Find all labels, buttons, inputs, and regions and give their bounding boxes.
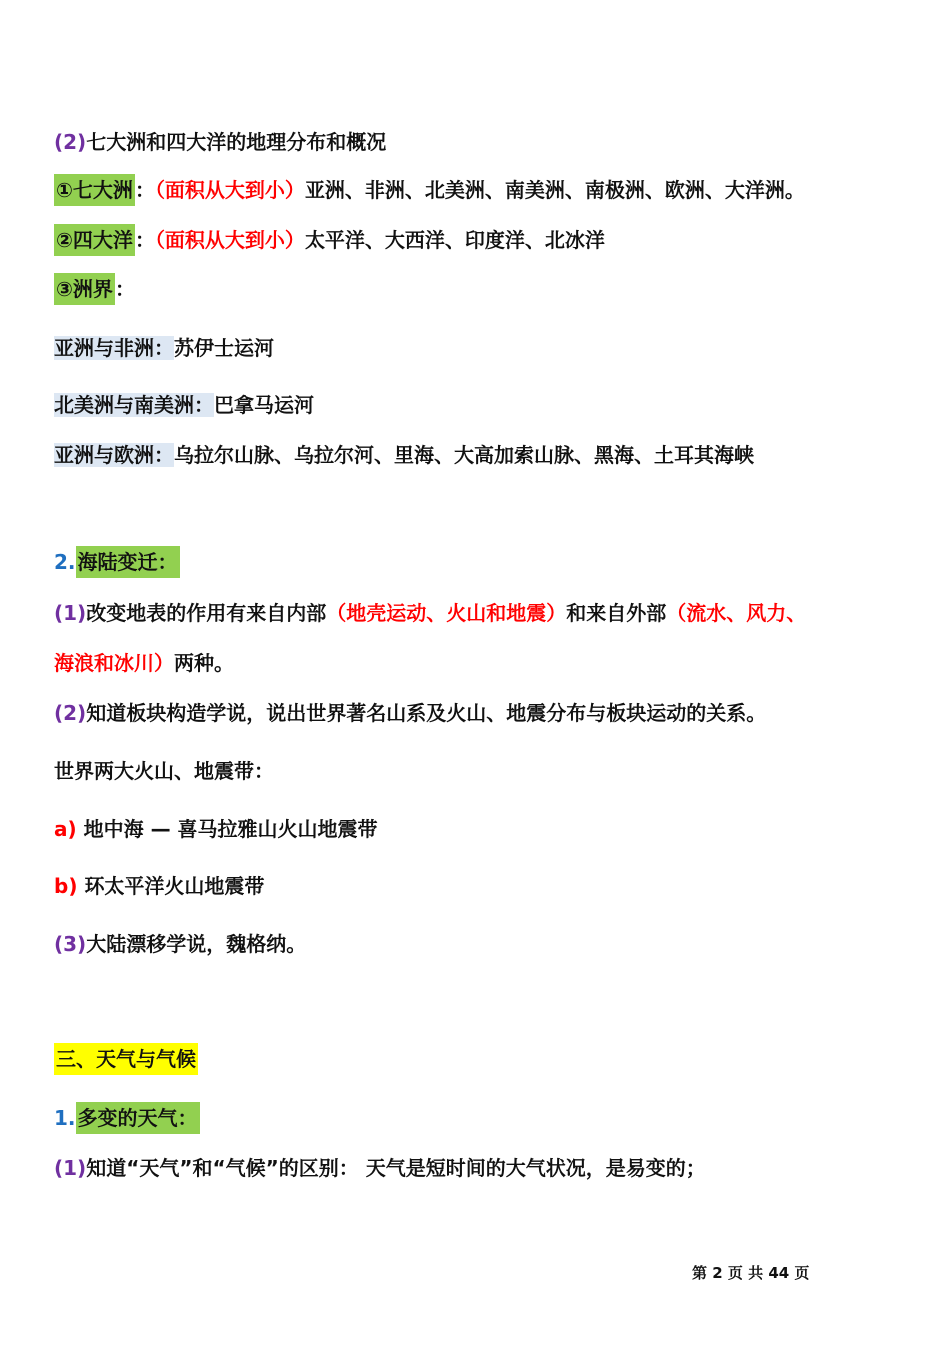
boundary-value-namerica-samerica: 巴拿马运河 <box>214 393 314 417</box>
section-number: 1. <box>54 1106 76 1130</box>
boundary-label: ③洲界 <box>54 273 115 305</box>
section-heading-continents-oceans <box>54 126 386 160</box>
oceans-list: 太平洋、大西洋、印度洋、北冰洋 <box>304 228 605 252</box>
para-number: (1) <box>54 601 87 625</box>
para-text: 知道“天气”和“气候”的区别： 天气是短时间的大气状况，是易变的； <box>86 1156 706 1180</box>
colon: ： <box>134 228 155 252</box>
boundary-value-asia-africa: 苏伊士运河 <box>174 336 274 360</box>
boundary-label-asia-africa: 亚洲与非洲： <box>54 336 174 360</box>
section-heading-changing-weather <box>54 1102 200 1136</box>
para-number: (2) <box>54 701 87 725</box>
heading-number: (2) <box>54 130 87 154</box>
external-forces-part2: 海浪和冰川） <box>54 651 174 675</box>
section-title: 多变的天气： <box>76 1102 200 1134</box>
boundary-label-namerica-samerica: 北美洲与南美洲： <box>54 393 214 417</box>
chapter-title: 三、天气与气候 <box>54 1043 198 1075</box>
continents-line <box>54 174 805 208</box>
boundary-value-asia-europe: 乌拉尔山脉、乌拉尔河、里海、大高加索山脉、黑海、土耳其海峡 <box>174 443 754 467</box>
colon: ： <box>134 178 155 202</box>
boundary-namerica-samerica <box>54 389 314 423</box>
para-number: (3) <box>54 932 87 956</box>
boundary-asia-africa <box>54 332 274 366</box>
continents-note: （面积从大到小） <box>154 178 305 202</box>
oceans-note: （面积从大到小） <box>154 228 305 252</box>
boundary-label-asia-europe: 亚洲与欧洲： <box>54 443 174 467</box>
section-title: 海陆变迁： <box>76 546 180 578</box>
boundary-line <box>54 273 135 307</box>
para-weather-vs-climate <box>54 1152 706 1186</box>
item-label-a: a) <box>54 817 77 841</box>
item-text-a: 地中海 — 喜马拉雅山火山地震带 <box>83 817 378 841</box>
continents-list: 亚洲、非洲、北美洲、南美洲、南极洲、欧洲、大洋洲。 <box>304 178 805 202</box>
external-forces-part1: （流水、风力、 <box>666 601 807 625</box>
para-surface-forces-cont <box>54 647 234 681</box>
page-number-footer: 第 2 页 共 44 页 <box>692 1264 810 1282</box>
colon: ： <box>114 277 135 301</box>
chapter-heading-weather-climate <box>54 1043 198 1077</box>
para-text: 两种。 <box>174 651 234 675</box>
para-surface-forces <box>54 597 806 631</box>
heading-text: 七大洲和四大洋的地理分布和概况 <box>86 130 387 154</box>
section-number: 2. <box>54 550 76 574</box>
para-text: 知道板块构造学说，说出世界著名山系及火山、地震分布与板块运动的关系。 <box>86 701 767 725</box>
para-text: 大陆漂移学说，魏格纳。 <box>86 932 307 956</box>
para-continental-drift <box>54 928 306 962</box>
oceans-line <box>54 224 605 258</box>
para-plate-tectonics <box>54 697 766 731</box>
boundary-asia-europe <box>54 439 754 473</box>
para-text: 和来自外部 <box>566 601 667 625</box>
para-text: 改变地表的作用有来自内部 <box>86 601 327 625</box>
continents-label: ①七大洲 <box>54 174 135 206</box>
belt-item-b <box>54 870 264 904</box>
belt-title-text: 世界两大火山、地震带： <box>54 759 274 783</box>
item-label-b: b) <box>54 874 78 898</box>
belt-title <box>54 755 274 789</box>
oceans-label: ②四大洋 <box>54 224 135 256</box>
section-heading-sea-land-change <box>54 546 180 580</box>
item-text-b: 环太平洋火山地震带 <box>84 874 265 898</box>
para-number: (1) <box>54 1156 87 1180</box>
belt-item-a <box>54 813 378 847</box>
internal-forces: （地壳运动、火山和地震） <box>326 601 567 625</box>
